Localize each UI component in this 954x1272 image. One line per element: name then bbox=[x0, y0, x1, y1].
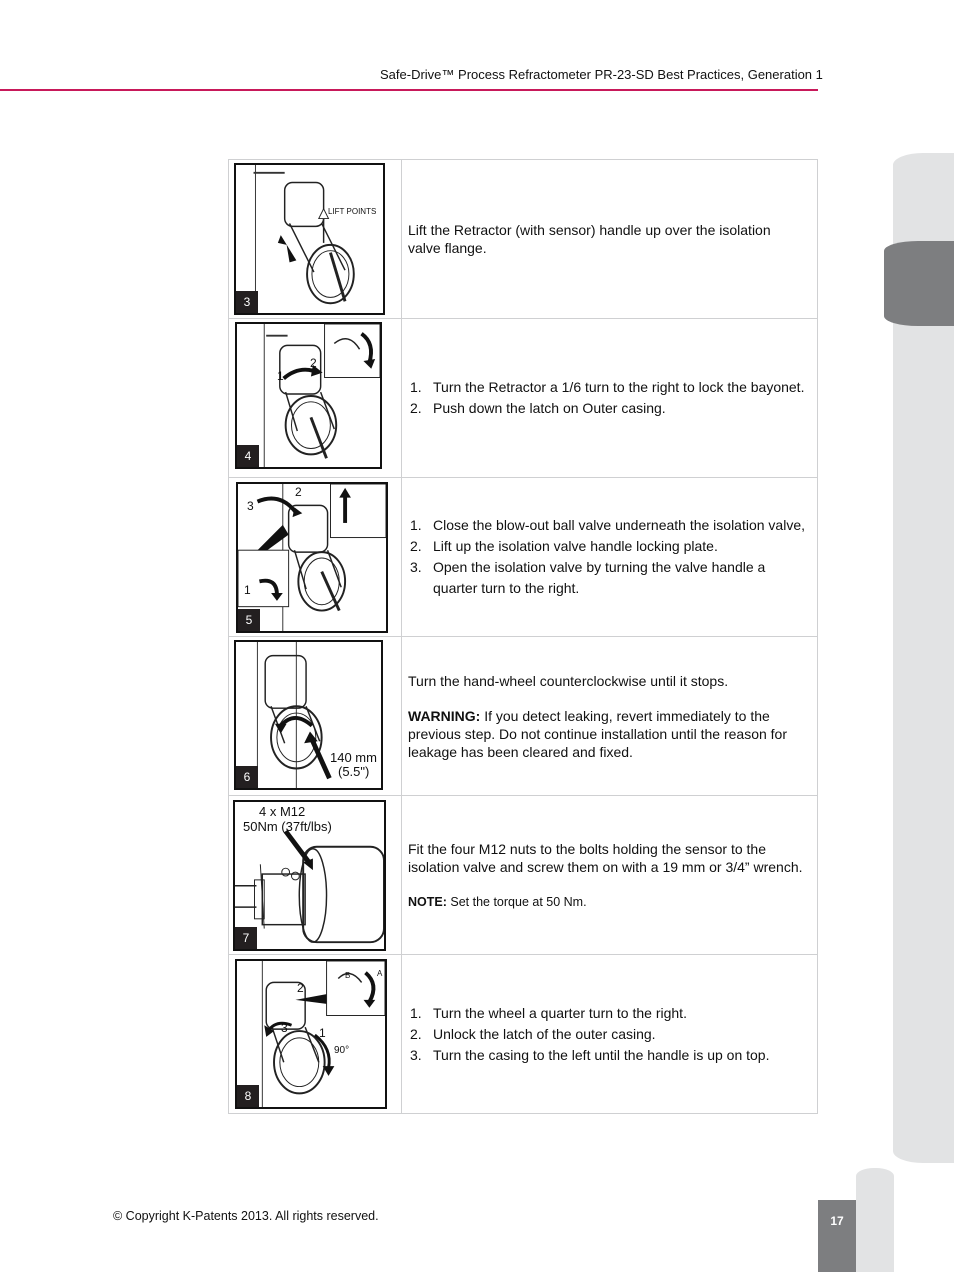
side-tab-active bbox=[884, 241, 954, 326]
step-illustration-cell bbox=[229, 478, 402, 636]
step-illustration-cell bbox=[229, 955, 402, 1113]
wheel-turn-drawing bbox=[237, 961, 385, 1107]
list-item: 2. Unlock the latch of the outer casing. bbox=[410, 1025, 656, 1042]
figure-label: B bbox=[345, 971, 351, 980]
step-text-cell bbox=[402, 319, 817, 477]
step-5-illustration bbox=[236, 482, 388, 633]
figure-label: 2 bbox=[297, 981, 304, 995]
step-illustration-cell bbox=[229, 637, 402, 795]
page-number: 17 bbox=[818, 1200, 856, 1272]
step-number-badge: 3 bbox=[236, 291, 258, 313]
figure-label: 3 bbox=[247, 499, 254, 513]
step-illustration-cell bbox=[229, 796, 402, 954]
list-item: 1. Close the blow-out ball valve underneath the isolation valve, bbox=[410, 517, 806, 533]
step-number-badge: 4 bbox=[237, 445, 259, 467]
step-3-illustration bbox=[234, 163, 385, 315]
step-illustration-cell bbox=[229, 160, 402, 318]
step-row-8 bbox=[229, 955, 817, 1113]
isolation-valve-drawing bbox=[238, 484, 386, 631]
note-paragraph bbox=[408, 893, 805, 911]
side-tab-bottom bbox=[856, 1168, 894, 1272]
step-instruction-list bbox=[408, 1003, 805, 1066]
retractor-lift-drawing bbox=[236, 165, 383, 313]
figure-label: 1 bbox=[277, 369, 284, 383]
step-instruction: Turn the hand-wheel counterclockwise until it stops. bbox=[408, 672, 729, 689]
list-item: 1. Turn the Retractor a 1/6 turn to the right to lock the bayonet. bbox=[410, 379, 805, 395]
list-item: 2. Push down the latch on Outer casing. bbox=[410, 400, 666, 416]
step-instruction: Fit the four M12 nuts to the bolts holding the sensor to the isolation valve and screw them on with a 19 mm or 3/4” wrench. bbox=[408, 840, 803, 875]
figure-label: (5.5") bbox=[338, 764, 370, 779]
figure-label: 90° bbox=[334, 1045, 350, 1056]
warning-label: WARNING: bbox=[408, 707, 481, 724]
step-row-7 bbox=[229, 796, 817, 955]
step-text-cell bbox=[402, 796, 817, 954]
figure-label: LIFT POINTS bbox=[328, 207, 377, 216]
list-item: 2. Lift up the isolation valve handle locking plate. bbox=[410, 538, 718, 554]
step-row-6 bbox=[229, 637, 817, 796]
step-instruction: Lift the Retractor (with sensor) handle up over the isolation valve flange. bbox=[408, 222, 771, 256]
step-7-illustration bbox=[233, 800, 386, 951]
copyright-footer: © Copyright K-Patents 2013. All rights reserved. bbox=[113, 1209, 379, 1223]
step-row-3 bbox=[229, 160, 817, 319]
figure-label: 140 mm bbox=[330, 750, 377, 765]
figure-label: 4 x M12 bbox=[259, 804, 306, 819]
step-row-5 bbox=[229, 478, 817, 637]
running-header: Safe-Drive™ Process Refractometer PR-23-SD Best Practices, Generation 1 bbox=[380, 67, 823, 82]
figure-label: 50Nm (37ft/lbs) bbox=[243, 819, 332, 834]
list-item: 1. Turn the wheel a quarter turn to the right. bbox=[410, 1004, 687, 1021]
step-number-badge: 7 bbox=[235, 927, 257, 949]
header-rule bbox=[0, 89, 818, 91]
step-8-illustration bbox=[235, 959, 387, 1109]
list-item: 3. Open the isolation valve by turning the valve handle a quarter turn to the right. bbox=[410, 559, 766, 596]
step-text-cell bbox=[402, 955, 817, 1113]
installation-steps-table bbox=[228, 159, 818, 1114]
step-4-illustration bbox=[235, 322, 382, 469]
step-instruction-list bbox=[408, 515, 805, 599]
figure-label: 3 bbox=[281, 1021, 288, 1035]
step-number-badge: 8 bbox=[237, 1085, 259, 1107]
warning-paragraph bbox=[408, 707, 805, 761]
list-item: 3. Turn the casing to the left until the handle is up on top. bbox=[410, 1046, 770, 1063]
figure-label: A bbox=[377, 969, 383, 978]
step-6-illustration bbox=[234, 640, 383, 790]
step-number-badge: 5 bbox=[238, 609, 260, 631]
figure-label: 2 bbox=[295, 485, 302, 499]
figure-label: 2 bbox=[310, 356, 317, 370]
warning-text: If you detect leaking, revert immediately to the previous step. Do not continue installation until the reason for leakage has been cleared and fixed. bbox=[408, 707, 788, 760]
step-text-cell bbox=[402, 478, 817, 636]
note-text: Set the torque at 50 Nm. bbox=[446, 894, 587, 909]
step-row-4 bbox=[229, 319, 817, 478]
step-text-cell bbox=[402, 160, 817, 318]
figure-label: 1 bbox=[244, 583, 251, 597]
figure-label: 1 bbox=[319, 1026, 326, 1040]
step-text-cell bbox=[402, 637, 817, 795]
step-instruction-list bbox=[408, 377, 805, 419]
step-illustration-cell bbox=[229, 319, 402, 477]
step-number-badge: 6 bbox=[236, 766, 258, 788]
note-label: NOTE: bbox=[408, 894, 447, 909]
